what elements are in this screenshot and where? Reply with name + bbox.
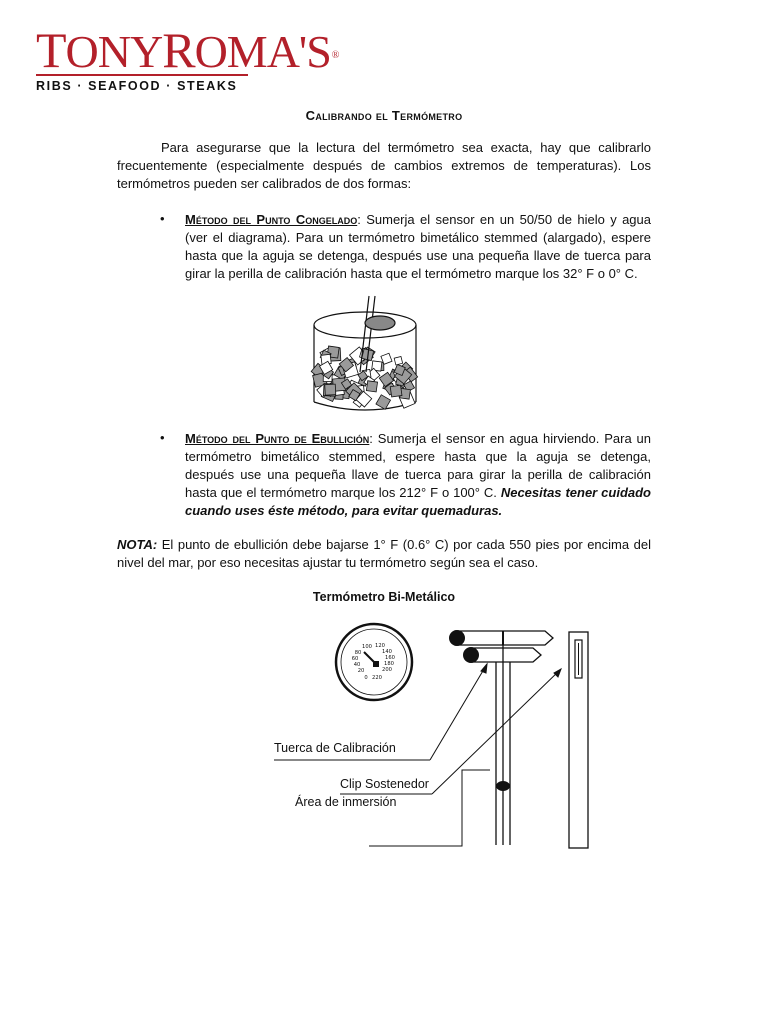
method-freezing-name: Método del Punto Congelado xyxy=(185,212,358,227)
leader-lines xyxy=(274,664,561,846)
dial-center xyxy=(373,661,379,667)
bullet-1: • xyxy=(160,211,165,226)
dial-number: 20 xyxy=(357,668,365,674)
method-freezing-text: : Sumerja el sensor en un 50/50 de hielo y agua (ver el diagrama). Para un termómetro bimetálico stemmed (alargado), espere hasta que la aguja se detenga, después use una pequeña llave de tuerca para girar la perilla de calibración hasta que el termómetro marque los 32° F o 0° C. xyxy=(185,212,651,281)
brand-tagline: RIBS · SEAFOOD · STEAKS xyxy=(36,79,238,93)
thermometer-side-view xyxy=(449,630,553,845)
note-label: NOTA: xyxy=(117,537,158,552)
dial-number: 220 xyxy=(372,675,382,681)
label-holding-clip: Clip Sostenedor xyxy=(340,777,429,791)
dial-number: 100 xyxy=(362,644,372,650)
thermometer-dial xyxy=(336,624,412,700)
dial-number: 0 xyxy=(364,675,368,681)
dial-number: 180 xyxy=(384,661,394,667)
document-title: Calibrando el Termómetro xyxy=(305,108,463,123)
method-boiling-warning: Necesitas tener cuidado cuando uses éste método, para evitar quemaduras. xyxy=(185,485,651,518)
label-calibration-nut: Tuerca de Calibración xyxy=(274,741,396,755)
method-boiling-text: : Sumerja el sensor en agua hirviendo. Para un termómetro bimetálico stemmed, espere hasta que la aguja se detenga, después use una pequeña llave de tuerca para girar la perilla de calibración hasta que el termómetro marque los 212° F o 100° C. xyxy=(185,431,652,500)
intro-paragraph: Para asegurarse que la lectura del termómetro sea exacta, hay que calibrarlo frecuentemente (especialmente después de cambios extremos de temperaturas). Los termómetros pueden ser calibrados de dos formas: xyxy=(117,140,651,191)
bullet-2: • xyxy=(160,430,165,445)
method-boiling-name: Método del Punto de Ebullición xyxy=(185,431,370,446)
holding-clip xyxy=(569,632,588,848)
dial-number: 120 xyxy=(375,643,385,649)
dial-number: 160 xyxy=(385,655,395,661)
dial-number: 40 xyxy=(353,662,361,668)
dial-number: 60 xyxy=(351,656,359,662)
dial-number: 80 xyxy=(354,650,362,656)
dial-number: 140 xyxy=(382,649,392,655)
thermometer-sensor xyxy=(496,781,510,791)
dial-number: 200 xyxy=(382,667,392,673)
label-immersion-area: Área de inmersión xyxy=(295,795,397,809)
brand-wordmark: TONYROMA'S® xyxy=(36,22,339,78)
diagram-title: Termómetro Bi-Metálico xyxy=(312,590,456,604)
note-text: El punto de ebullición debe bajarse 1° F (0.6° C) por cada 550 pies por encima del nivel del mar, por eso necesitas ajustar tu termómetro según sea el caso. xyxy=(117,537,651,570)
